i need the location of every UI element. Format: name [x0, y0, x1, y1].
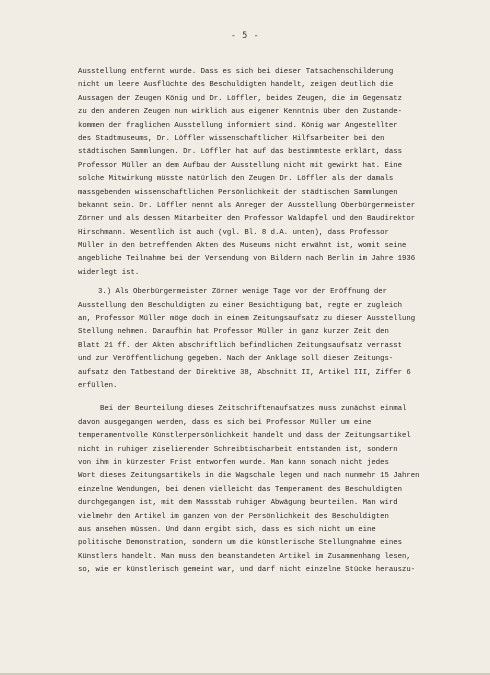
text-line: und zur Veröffentlichung gegeben. Nach der Anklage soll dieser Zeitungs- [78, 355, 394, 364]
text-line: Wort dieses Zeitungsartikels in die Wagschale legen und nach nunmehr 15 Jahren [78, 472, 420, 481]
text-line: aufsatz den Tatbestand der Direktive 38, Abschnitt II, Artikel III, Ziffer 6 [78, 368, 411, 377]
text-line: bekannt sein. Dr. Löffler nennt als Anreger der Ausstellung Oberbürgermeister [78, 201, 416, 210]
text-line: politische Demonstration, sondern um die künstlerische Stellungnahme eines [78, 539, 403, 548]
text-line: so, wie er künstlerisch gemeint war, und darf nicht einzelne Stücke herauszu- [78, 566, 416, 575]
text-line: aus ansehen müssen. Und dann ergibt sich, dass es sich nicht um eine [78, 525, 376, 534]
text-line: temperamentvolle Künstlerpersönlichkeit handelt und dass der Zeitungsartikel [78, 432, 411, 441]
text-line: massgebenden wissenschaftlichen Persönlichkeit der städtischen Sammlungen [78, 188, 398, 197]
text-line: Blatt 21 ff. der Akten abschriftlich befindlichen Zeitungsaufsatz verrasst [78, 341, 403, 350]
text-line: Künstlers handelt. Man muss den beanstandeten Artikel im Zusammenhang lesen, [78, 552, 411, 561]
text-line: kommen der fraglichen Ausstellung informiert sind. König war Angestellter [78, 121, 398, 130]
text-line: Hirschmann. Wesentlich ist auch (vgl. Bl. 8 d.A. unten), dass Professor [78, 228, 389, 237]
text-line: 3.) Als Oberbürgermeister Zörner wenige Tage vor der Eröffnung der [98, 288, 388, 297]
text-line: widerlegt ist. [78, 268, 140, 277]
document-body [78, 66, 470, 577]
text-line: davon ausgegangen werden, dass es sich bei Professor Müller um eine [78, 418, 372, 427]
text-line: Professor Müller an dem Aufbau der Ausstellung nicht mit gewirkt hat. Eine [78, 161, 403, 170]
text-line: Aussagen der Zeugen König und Dr. Löffler, beides Zeugen, die im Gegensatz [78, 94, 403, 103]
text-line: Ausstellung den Beschuldigten zu einer Besichtigung bat, regte er zugleich [78, 301, 403, 310]
text-line: einzelne Wendungen, bei denen vielleicht das Temperament des Beschuldigten [78, 485, 403, 494]
text-line: an, Professor Müller möge doch in einem Zeitungsaufsatz zu dieser Ausstellung [78, 315, 416, 324]
paragraph-3 [78, 403, 470, 577]
text-line: Stellung nehmen. Daraufhin hat Professor Müller in ganz kurzer Zeit den [78, 328, 389, 337]
text-line: zu den anderen Zeugen nun wirklich aus eigener Kenntnis über den Zustande- [78, 108, 403, 117]
text-line: Ausstellung entfernt wurde. Dass es sich bei dieser Tatsachenschilderung [78, 68, 394, 76]
text-line: Müller in den betreffenden Akten des Museums nicht erwähnt ist, womit seine [78, 242, 407, 251]
text-line: solche Mitwirkung müsste natürlich den Zeugen Dr. Löffler als der damals [78, 175, 394, 184]
text-line: Bei der Beurteilung dieses Zeitschriftenaufsatzes muss zunächst einmal [100, 405, 407, 414]
text-line: nicht in ruhiger ziselierender Schreibtischarbeit entstanden ist, sondern [78, 445, 398, 454]
text-line: erfüllen. [78, 381, 118, 390]
text-line: des Stadtmuseums, Dr. Löffler wissenschaftlicher Hilfsarbeiter bei den [78, 134, 385, 143]
text-line: angebliche Teilnahme bei der Versendung von Bildern nach Berlin im Jahre 1936 [78, 255, 416, 264]
text-line: von ihm in kürzester Frist entworfen wurde. Man kann sonach nicht jedes [78, 458, 389, 467]
paragraph-2 [78, 286, 470, 393]
text-line: städtischen Sammlungen. Dr. Löffler hat auf das bestimmteste erklärt, dass [78, 148, 403, 157]
page-number: - 5 - [230, 31, 260, 41]
paragraph-1 [78, 66, 470, 280]
text-line: vielmehr den Artikel im ganzen von der Persönlichkeit des Beschuldigten [78, 512, 389, 521]
text-line: durchgegangen ist, mit dem Massstab ruhiger Abwägung beurteilen. Man wird [78, 499, 398, 508]
text-line: Zörner und als dessen Mitarbeiter den Professor Waldapfel und den Baudirektor [78, 215, 416, 224]
text-line: nicht um leere Ausflüchte des Beschuldigten handelt, zeigen deutlich die [78, 81, 394, 90]
